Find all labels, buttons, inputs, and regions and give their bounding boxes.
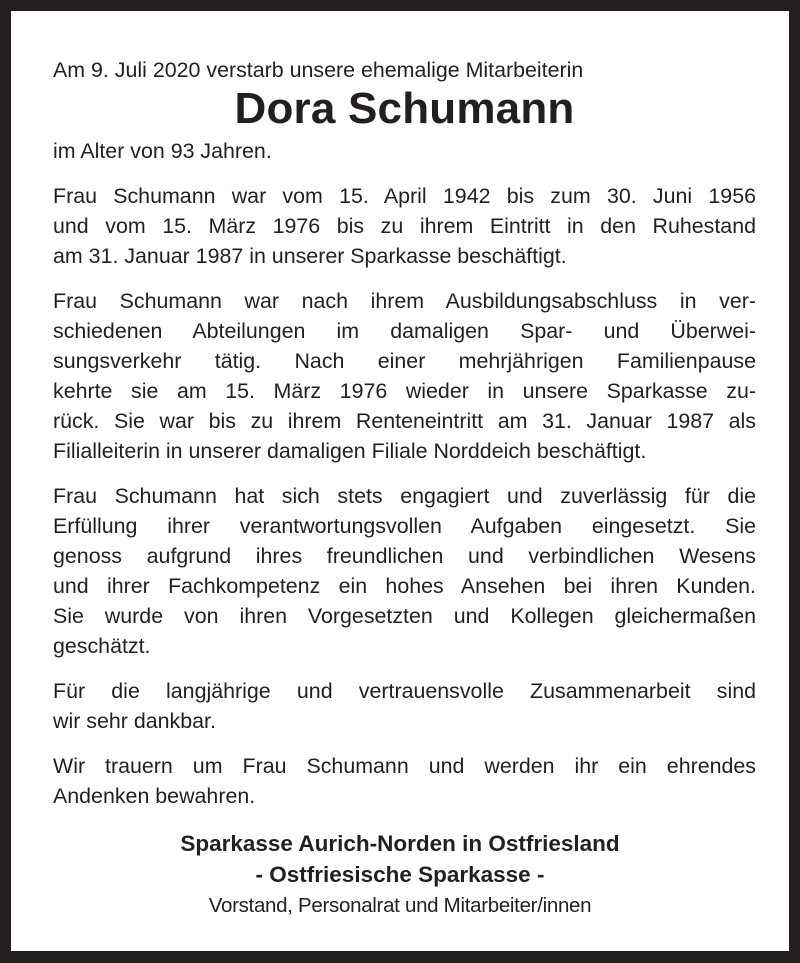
text-line: Frau Schumann war nach ihrem Ausbildungsabschluss in ver- <box>53 289 756 313</box>
text-line: wir sehr dankbar. <box>53 709 216 733</box>
text-line: schiedenen Abteilungen im damaligen Spar- und Überwei- <box>53 319 756 343</box>
text-line: Sie wurde von ihren Vorgesetzten und Kollegen gleichermaßen <box>53 604 756 628</box>
paragraph-employment-dates <box>53 181 756 271</box>
text-line: genoss aufgrund ihres freundlichen und verbindlichen Wesens <box>53 544 756 568</box>
text-line: und vom 15. März 1976 bis zu ihrem Eintritt in den Ruhestand <box>53 214 756 238</box>
text-line: Wir trauern um Frau Schumann und werden ihr ein ehrendes <box>53 754 756 778</box>
text-line: rück. Sie war bis zu ihrem Renteneintritt am 31. Januar 1987 als <box>53 409 756 433</box>
paragraph-mourning <box>53 751 756 811</box>
text-line: am 31. Januar 1987 in unserer Sparkasse beschäftigt. <box>53 244 567 268</box>
text-line: sungsverkehr tätig. Nach einer mehrjährigen Familienpause <box>53 349 756 373</box>
paragraph-gratitude <box>53 676 756 736</box>
text-line: kehrte sie am 15. März 1976 wieder in unsere Sparkasse zu- <box>53 379 756 403</box>
paragraph-career <box>53 286 756 466</box>
text-line: und ihrer Fachkompetenz ein hohes Ansehen bei ihren Kunden. <box>53 574 756 598</box>
age-line: im Alter von 93 Jahren. <box>53 139 272 163</box>
text-line: Erfüllung ihrer verantwortungsvollen Aufgaben eingesetzt. Sie <box>53 514 756 538</box>
text-line: Für die langjährige und vertrauensvolle Zusammenarbeit sind <box>53 679 756 703</box>
organization-name: Sparkasse Aurich-Norden in Ostfriesland <box>180 831 620 856</box>
signature-block <box>11 828 789 922</box>
organization-subtitle: - Ostfriesische Sparkasse - <box>255 862 545 887</box>
text-line: Frau Schumann war vom 15. April 1942 bis zum 30. Juni 1956 <box>53 184 756 208</box>
text-line: geschätzt. <box>53 634 151 658</box>
deceased-name: Dora Schumann <box>234 84 575 133</box>
text-line: Filialleiterin in unserer damaligen Filiale Norddeich beschäftigt. <box>53 439 647 463</box>
obituary-body <box>53 55 756 826</box>
paragraph-appreciation <box>53 481 756 661</box>
text-line: Andenken bewahren. <box>53 784 256 808</box>
obituary-notice-frame <box>11 11 789 951</box>
text-line: Frau Schumann hat sich stets engagiert und zuverlässig für die <box>53 484 756 508</box>
intro-line: Am 9. Juli 2020 verstarb unsere ehemalige Mitarbeiterin <box>53 58 584 82</box>
signatories: Vorstand, Personalrat und Mitarbeiter/innen <box>208 894 592 917</box>
